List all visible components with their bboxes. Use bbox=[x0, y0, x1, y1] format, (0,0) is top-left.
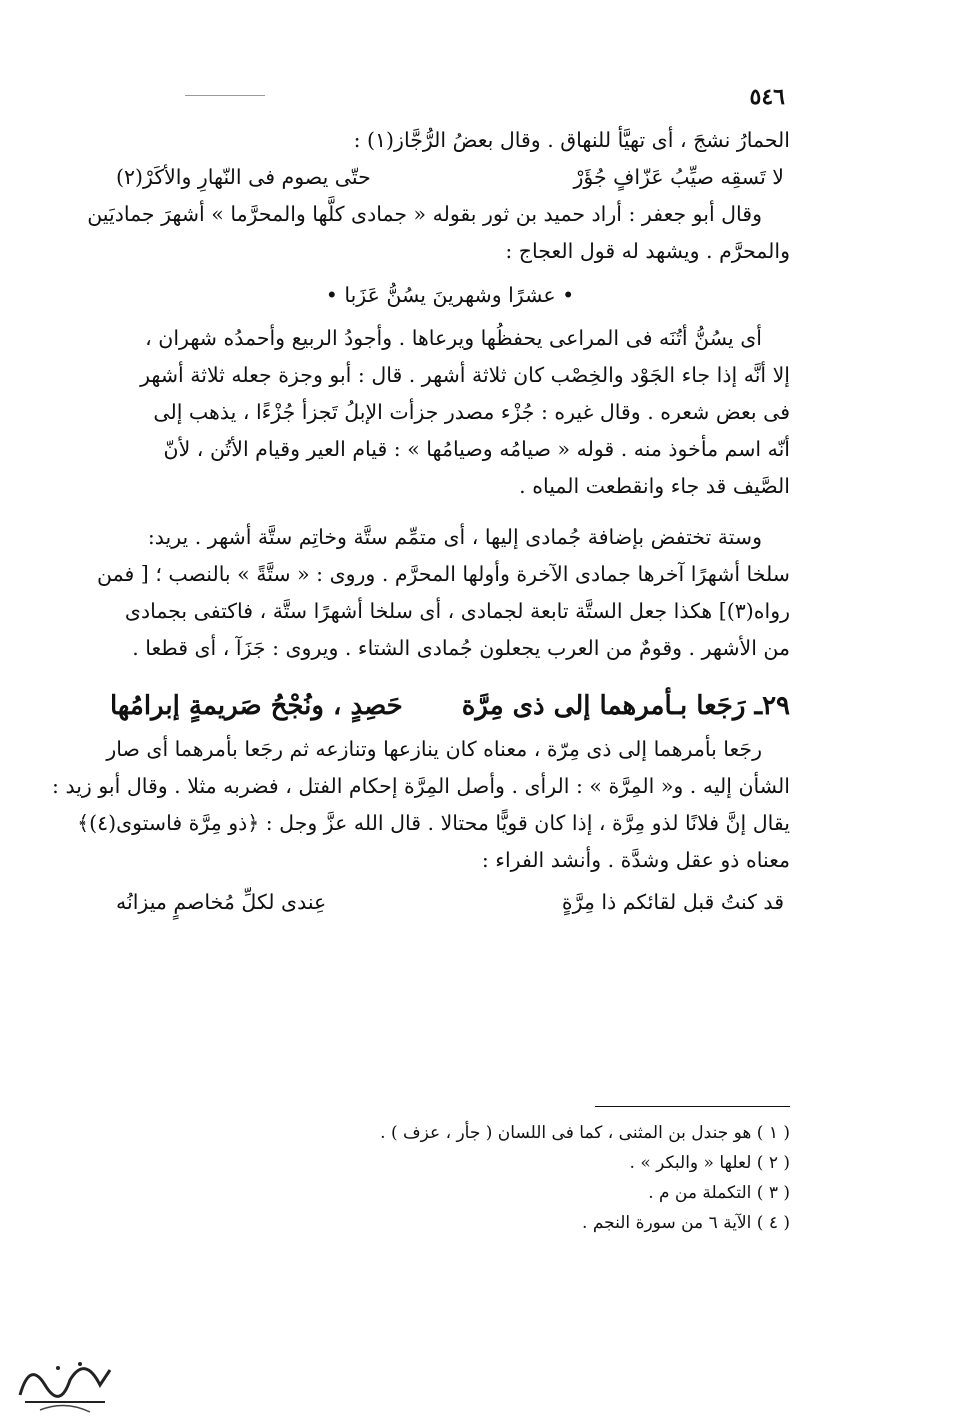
footnote: ( ١ ) هو جندل بن المثنى ، كما فى اللسان ( جأر ، عزف ) . bbox=[380, 1123, 790, 1143]
body-text bbox=[52, 122, 790, 925]
heading-left-hemistich: حَصِدٍ ، ونُجْحُ صَريمةٍ إبرامُها bbox=[110, 691, 403, 721]
verse-heading bbox=[110, 681, 790, 731]
text-line: أى يسُنُّ أتُنَه فى المراعى يحفظُها ويرعاها . وأجودُ الربيع وأحمدُه شهران ، bbox=[145, 326, 762, 350]
text-line: من الأشهر . وقومٌ من العرب يجعلون جُمادى الشتاء . ويروى : جَزَآ ، أى قطعا . bbox=[132, 636, 790, 660]
verse-line bbox=[110, 159, 790, 196]
text-line: الحمارُ نشجَ ، أى تهيَّأ للنهاق . وقال بعضُ الرُّجَّاز(١) : bbox=[353, 128, 790, 152]
text-line: الصَّيف قد جاء وانقطعت المياه . bbox=[519, 474, 790, 498]
text-line: الشأن إليه . و« المِرَّة » : الرأى . وأصل المِرَّة إحكام الفتل ، فضربه مثلا . وقال أبو زيد : bbox=[52, 774, 790, 798]
text-line: أنّه اسم مأخوذ منه . قوله « صيامُه وصيامُها » : قيام العير وقيام الأتُن ، لأنّ bbox=[163, 437, 790, 461]
footnote: ( ٤ ) الآية ٦ من سورة النجم . bbox=[582, 1213, 790, 1233]
page-number: ٥٤٦ bbox=[749, 84, 785, 110]
text-line: رواه(٣)] هكذا جعل الستَّة تابعة لجمادى ، أى سلخا أشهرًا ستَّة ، فاكتفى بجمادى bbox=[124, 599, 790, 623]
text-line: رجَعا بأمرهما إلى ذى مِرّة ، معناه كان ينازعها وتنازعه ثم رجَعا بأمرهما أى صار bbox=[106, 737, 762, 761]
footnotes bbox=[190, 1118, 790, 1238]
verse-line bbox=[110, 879, 790, 925]
footnote: ( ٣ ) التكملة من م . bbox=[648, 1183, 790, 1203]
verse-right-hemistich: قد كنتُ قبل لقائكم ذا مِرَّةٍ bbox=[561, 890, 784, 914]
footnote-separator bbox=[595, 1106, 790, 1107]
text-line: وقال أبو جعفر : أراد حميد بن ثور بقوله « جمادى كلَّها والمحرَّما » أشهرَ جماديَين bbox=[87, 202, 762, 226]
text-line: يقال إنَّ فلانًا لذو مِرَّة ، إذا كان قويًّا محتالا . قال الله عزَّ وجل : ﴿ذو مِرَّة فاستوى(٤)﴾ bbox=[77, 811, 790, 835]
text-line: سلخا أشهرًا آخرها جمادى الآخرة وأولها المحرَّم . وروى : « ستَّةً » بالنصب ؛ [ فمن bbox=[97, 562, 790, 586]
verse-right-hemistich: لا تَسقِه صيِّبُ عَزّافٍ جُؤَرْ bbox=[573, 165, 784, 189]
heading-right-hemistich: ٢٩ـ رَجَعا بـأمرهما إلى ذى مِرَّة bbox=[461, 691, 790, 721]
scan-mark bbox=[185, 95, 265, 96]
text-line: معناه ذو عقل وشدَّة . وأنشد الفراء : bbox=[481, 848, 790, 872]
verse-left-hemistich: عِندى لكلِّ مُخاصمٍ ميزانُه bbox=[116, 890, 327, 914]
text-line: وستة تختفض بإضافة جُمادى إليها ، أى متمِّم ستَّة وخاتِم ستَّة أشهر . يريد: bbox=[147, 525, 762, 549]
text-line: إلا أنَّه إذا جاء الجَوْد والخِصْب كان ثلاثة أشهر . قال : أبو وجزة جعله ثلاثة أشهر bbox=[140, 363, 790, 387]
footnote: ( ٢ ) لعلها « والبكر » . bbox=[629, 1153, 790, 1173]
verse-left-hemistich: حتّى يصوم فى النّهارِ والأكَرْ(٢) bbox=[116, 165, 371, 189]
text-line: والمحرَّم . ويشهد له قول العجاج : bbox=[505, 239, 790, 263]
verse-line: • عشرًا وشهرينَ يسُنُّ عَزَبا • bbox=[325, 283, 575, 307]
library-stamp-logo bbox=[10, 1340, 120, 1420]
text-line: فى بعض شعره . وقال غيره : جُزْء مصدر جزأت الإبلُ تَجزأ جُزْءًا ، يذهب إلى bbox=[153, 400, 790, 424]
